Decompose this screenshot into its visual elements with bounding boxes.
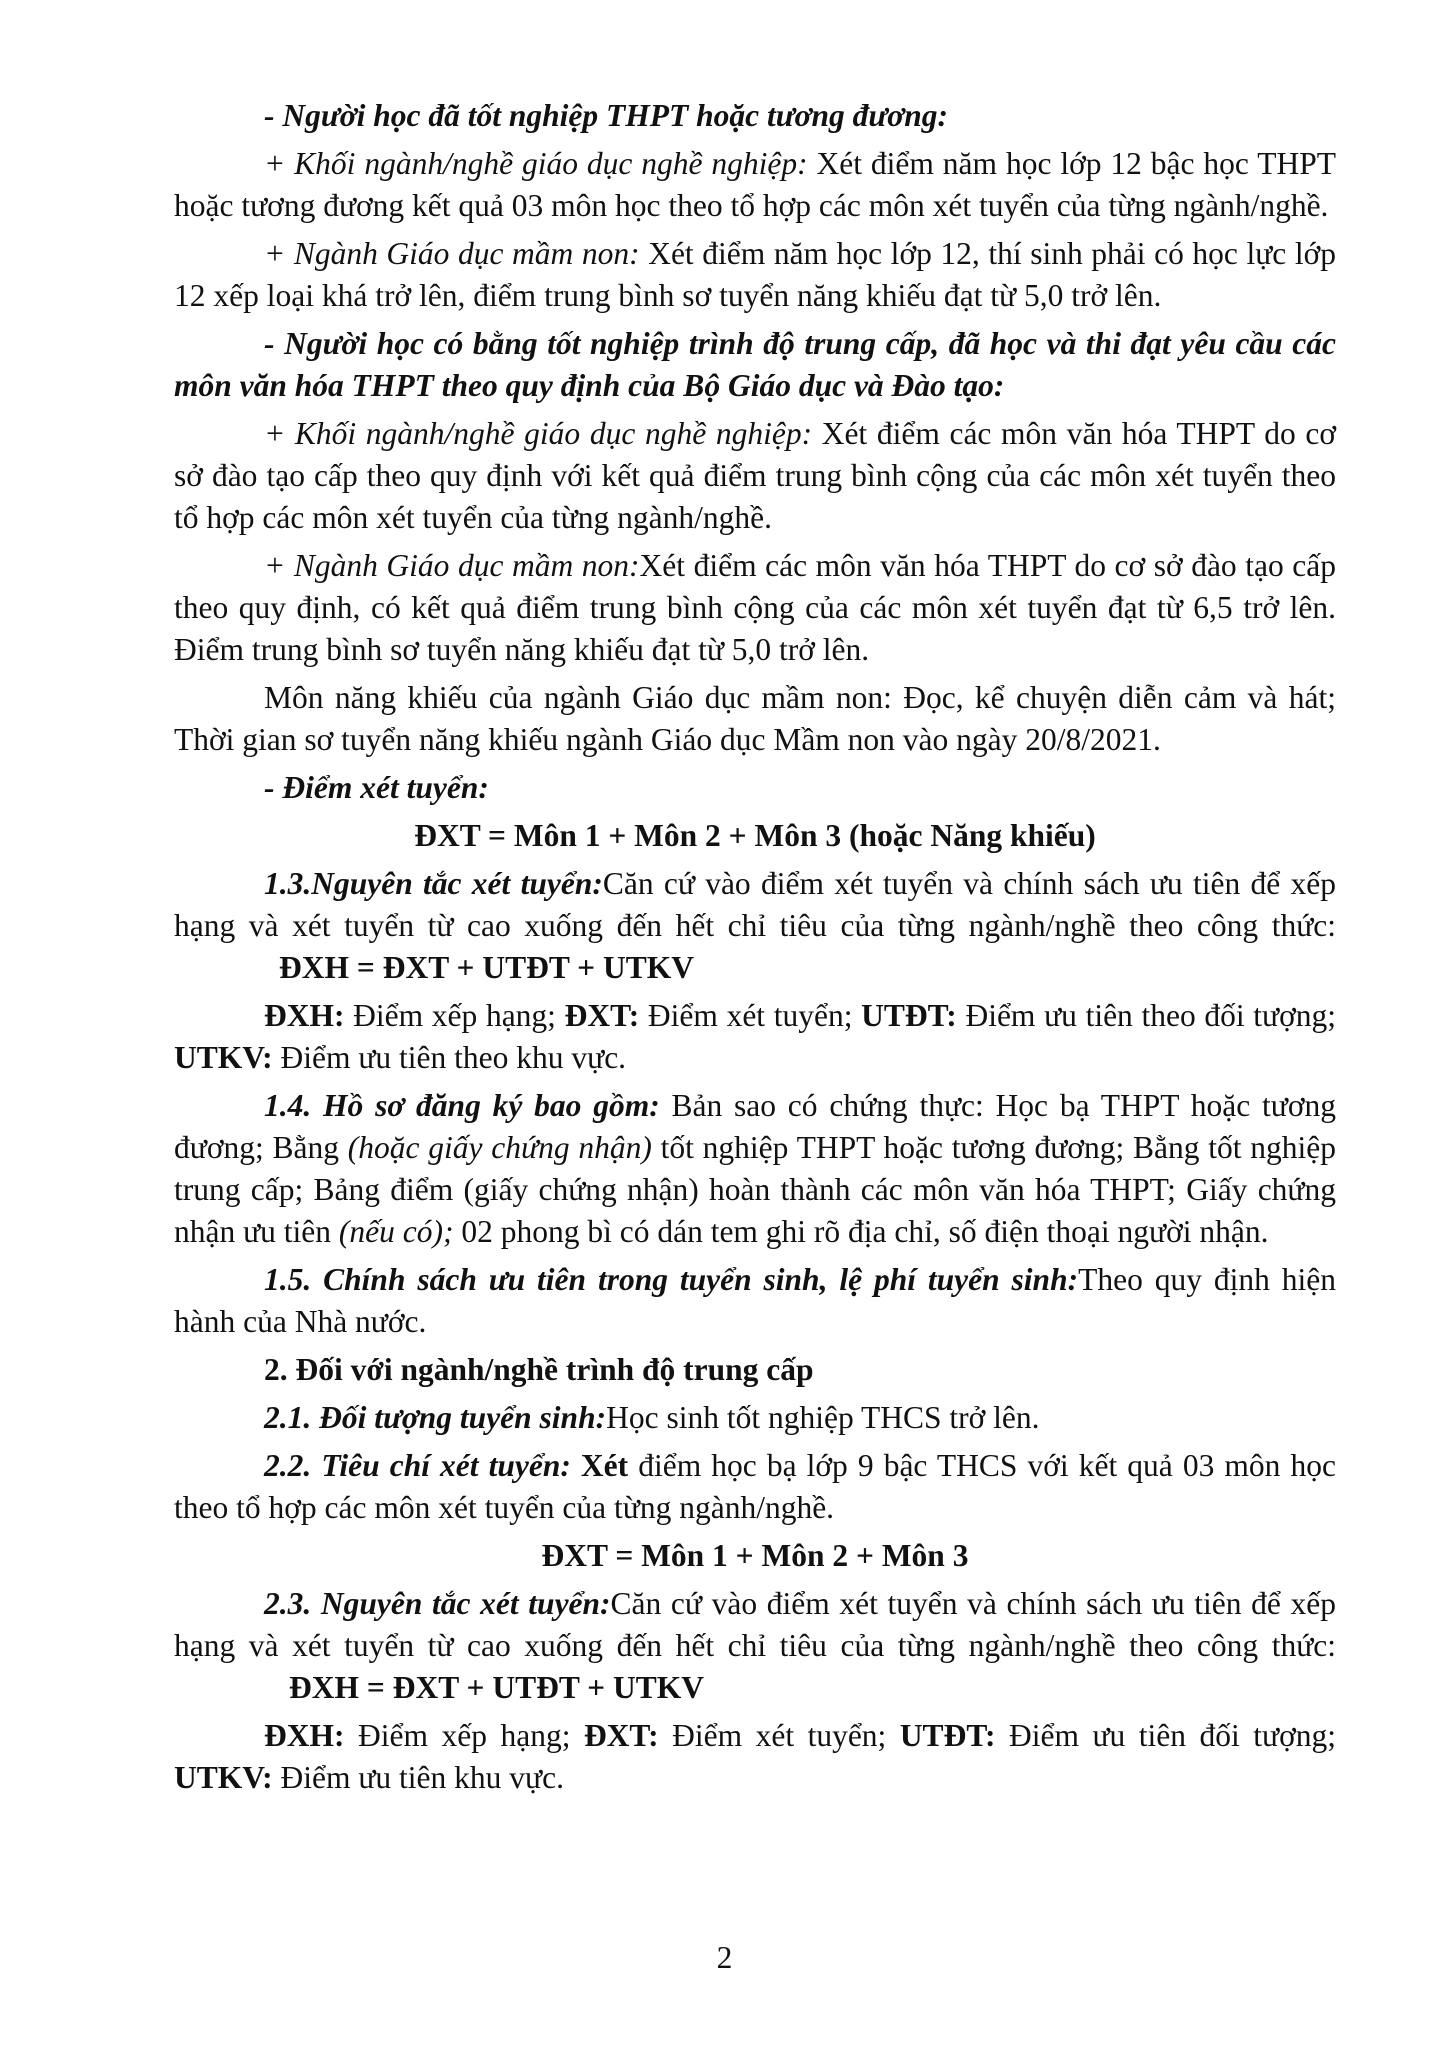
section-title-1-4: 1.4. Hồ sơ đăng ký bao gồm: — [264, 1088, 660, 1123]
value: Điểm ưu tiên khu vực. — [272, 1760, 564, 1795]
text: Xét — [570, 1448, 629, 1483]
document-page — [174, 95, 1336, 1805]
section-title-2-3: 2.3. Nguyên tắc xét tuyển: — [264, 1586, 611, 1621]
paragraph-principle-2-3 — [174, 1583, 1336, 1709]
text: Xét điểm các môn văn hóa THPT do cơ sở đào tạo cấp theo quy định với kết quả điểm trung bình cộng của các môn xét tuyển theo tổ hợp các môn xét tuyển của từng ngành/nghề. — [174, 416, 1336, 535]
text: Theo quy định hiện hành của Nhà nước. — [174, 1262, 1336, 1339]
paragraph-preschool-intermediate — [174, 545, 1336, 671]
text: Học sinh tốt nghiệp THCS trở lên. — [606, 1400, 1040, 1435]
key: ĐXT: — [583, 1718, 659, 1753]
section-title-2-2: 2.2. Tiêu chí xét tuyển: — [264, 1448, 571, 1483]
paragraph-target-2-1 — [174, 1397, 1336, 1439]
formula-dxh-1: ĐXH = ĐXT + UTĐT + UTKV — [279, 950, 694, 985]
text: Xét điểm năm học lớp 12 bậc học THPT hoặc tương đương kết quả 03 môn học theo tổ hợp các môn xét tuyển của từng ngành/nghề. — [174, 146, 1336, 223]
text: (hoặc giấy chứng nhận) — [347, 1130, 652, 1165]
text: Bản sao có chứng thực: Học bạ THPT hoặc tương đương; Bằng — [174, 1088, 1336, 1165]
paragraph-vocational-thpt — [174, 143, 1336, 227]
value: Điểm xếp hạng; — [344, 1718, 584, 1753]
formula-dxh-2: ĐXH = ĐXT + UTĐT + UTKV — [289, 1670, 704, 1705]
formula-dxt-1: ĐXT = Môn 1 + Môn 2 + Môn 3 (hoặc Năng khiếu) — [414, 818, 1096, 853]
paragraph-documents-1-4 — [174, 1085, 1336, 1253]
label-preschool: + Ngành Giáo dục mầm non: — [264, 548, 640, 583]
paragraph-preschool-thpt — [174, 233, 1336, 317]
key: UTKV: — [174, 1040, 273, 1075]
key: UTĐT: — [899, 1718, 996, 1753]
label-preschool: + Ngành Giáo dục mầm non: — [264, 236, 640, 271]
text: Xét điểm năm học lớp 12, thí sinh phải có học lực lớp 12 xếp loại khá trở lên, điểm trung bình sơ tuyển năng khiếu đạt từ 5,0 trở lên. — [174, 236, 1337, 313]
text: điểm học bạ lớp 9 bậc THCS với kết quả 03 môn học theo tổ hợp các môn xét tuyển của từng ngành/nghề. — [174, 1448, 1336, 1525]
section-title-1-5: 1.5. Chính sách ưu tiên trong tuyển sinh, lệ phí tuyển sinh: — [264, 1262, 1079, 1297]
heading-thpt-graduates: - Người học đã tốt nghiệp THPT hoặc tương đương: — [264, 98, 948, 133]
heading-admission-score: - Điểm xét tuyển: — [264, 770, 489, 805]
formula-dxt-2: ĐXT = Môn 1 + Môn 2 + Môn 3 — [541, 1538, 969, 1573]
text: Xét điểm các môn văn hóa THPT do cơ sở đào tạo cấp theo quy định, có kết quả điểm trung bình cộng của các môn xét tuyển đạt từ 6,5 trở lên. Điểm trung bình sơ tuyển năng khiếu đạt từ 5,0 trở lên. — [174, 548, 1337, 667]
paragraph-aptitude: Môn năng khiếu của ngành Giáo dục mầm non: Đọc, kể chuyện diễn cảm và hát; Thời gian sơ tuyển năng khiếu ngành Giáo dục Mầm non vào ngày 20/8/2021. — [174, 680, 1336, 757]
key: ĐXH: — [264, 1718, 345, 1753]
key: UTĐT: — [861, 998, 957, 1033]
paragraph-priority-1-5 — [174, 1259, 1336, 1343]
heading-section-2: 2. Đối với ngành/nghề trình độ trung cấp — [264, 1352, 814, 1387]
key: ĐXH: — [264, 998, 345, 1033]
section-title-2-1: 2.1. Đối tượng tuyển sinh: — [264, 1400, 607, 1435]
section-title-1-3: 1.3.Nguyên tắc xét tuyển: — [264, 866, 603, 901]
value: Điểm xét tuyển; — [639, 998, 862, 1033]
key: ĐXT: — [564, 998, 640, 1033]
value: Điểm xếp hạng; — [344, 998, 565, 1033]
page-number: 2 — [716, 1940, 733, 1975]
text: 02 phong bì có dán tem ghi rõ địa chỉ, số điện thoại người nhận. — [453, 1214, 1269, 1249]
value: Điểm xét tuyển; — [658, 1718, 900, 1753]
value: Điểm ưu tiên theo đối tượng; — [956, 998, 1336, 1033]
label-vocational: + Khối ngành/nghề giáo dục nghề nghiệp: — [264, 146, 808, 181]
label-vocational: + Khối ngành/nghề giáo dục nghề nghiệp: — [264, 416, 813, 451]
paragraph-legend-1 — [174, 995, 1336, 1079]
paragraph-legend-2 — [174, 1715, 1336, 1799]
paragraph-criteria-2-2 — [174, 1445, 1336, 1529]
text: Căn cứ vào điểm xét tuyển và chính sách ưu tiên để xếp hạng và xét tuyển từ cao xuống đến hết chỉ tiêu của từng ngành/nghề theo công thức: — [174, 866, 1336, 943]
paragraph-principle-1-3 — [174, 863, 1336, 989]
text: (nếu có); — [338, 1214, 454, 1249]
paragraph-vocational-intermediate — [174, 413, 1336, 539]
key: UTKV: — [174, 1760, 273, 1795]
heading-intermediate-graduates: - Người học có bằng tốt nghiệp trình độ trung cấp, đã học và thi đạt yêu cầu các môn văn hóa THPT theo quy định của Bộ Giáo dục và Đào tạo: — [174, 326, 1336, 403]
text: Căn cứ vào điểm xét tuyển và chính sách ưu tiên để xếp hạng và xét tuyển từ cao xuống đến hết chỉ tiêu của từng ngành/nghề theo công thức: — [174, 1586, 1336, 1663]
value: Điểm ưu tiên đối tượng; — [995, 1718, 1336, 1753]
value: Điểm ưu tiên theo khu vực. — [272, 1040, 627, 1075]
text: tốt nghiệp THPT hoặc tương đương; Bằng tốt nghiệp trung cấp; Bảng điểm (giấy chứng nhận) hoàn thành các môn văn hóa THPT; Giấy chứng nhận ưu tiên — [174, 1130, 1336, 1249]
